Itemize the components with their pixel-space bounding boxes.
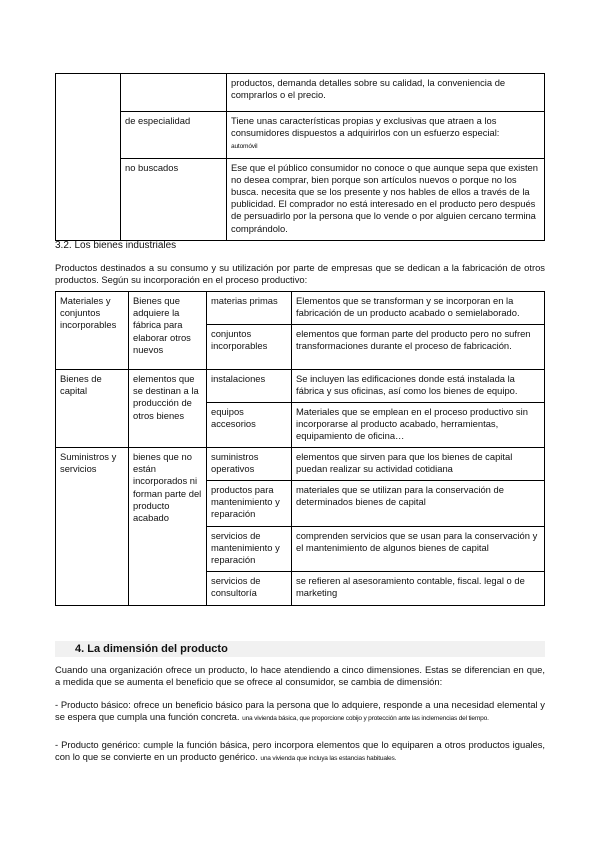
description-cell: Elementos que se transforman y se incorporan en la fabricación de un producto acabado o semielaborado. — [292, 292, 545, 325]
example-note: automóvil — [231, 143, 258, 151]
type-cell: conjuntos incorporables — [207, 325, 292, 370]
table-row — [56, 448, 545, 481]
example-note: una vivienda que incluya las estancias habituales. — [260, 755, 397, 763]
description-cell: elementos que sirven para que los bienes de capital puedan realizar su actividad cotidiana — [292, 448, 545, 481]
section-heading: 3.2. Los bienes industriales — [55, 240, 177, 251]
section-intro: Productos destinados a su consumo y su utilización por parte de empresas que se dedican a la fabricación de otros productos. Según su incorporación en el proceso productivo: — [55, 262, 545, 286]
description-cell — [227, 112, 545, 159]
group-name-cell: Bienes de capital — [56, 370, 129, 448]
dimension-item — [55, 699, 545, 725]
industrial-goods-table — [55, 291, 545, 606]
type-cell: servicios de mantenimiento y reparación — [207, 527, 292, 572]
type-cell — [121, 74, 227, 112]
dimension-text: - Producto genérico: cumple la función básica, pero incorpora elementos que lo equiparen a otros productos iguales, con lo que se convierte en un producto genérico. — [55, 739, 545, 763]
type-cell: instalaciones — [207, 370, 292, 403]
type-cell: equipos accesorios — [207, 403, 292, 448]
type-cell: materias primas — [207, 292, 292, 325]
description-cell: elementos que forman parte del producto pero no sufren transformaciones durante el proceso de fabricación. — [292, 325, 545, 370]
description-cell: Se incluyen las edificaciones donde está instalada la fábrica y sus oficinas, así como los bienes de equipo. — [292, 370, 545, 403]
description-cell: Materiales que se emplean en el proceso productivo sin incorporarse al producto acabado, herramientas, equipamiento de oficina… — [292, 403, 545, 448]
table-row — [56, 292, 545, 325]
type-cell: de especialidad — [121, 112, 227, 159]
description-cell: comprenden servicios que se usan para la conservación y el mantenimiento de algunos bienes de capital — [292, 527, 545, 572]
dimension-item — [55, 739, 545, 765]
type-cell: no buscados — [121, 158, 227, 240]
group-definition-cell: Bienes que adquiere la fábrica para elaborar otros nuevos — [129, 292, 207, 370]
section-heading: 4. La dimensión del producto — [75, 643, 228, 655]
example-note: una vivienda básica, que proporcione cobijo y protección ante las inclemencias del tiempo. — [242, 715, 489, 723]
table-row — [56, 74, 545, 112]
type-cell: suministros operativos — [207, 448, 292, 481]
description-text: Tiene unas características propias y exclusivas que atraen a los consumidores dispuestos a adquirirlos con un esfuerzo especial: — [231, 115, 500, 139]
description-cell: productos, demanda detalles sobre su calidad, la conveniencia de comprarlos o el precio. — [227, 74, 545, 112]
type-cell: servicios de consultoría — [207, 572, 292, 606]
group-name-cell: Materiales y conjuntos incorporables — [56, 292, 129, 370]
table-row — [56, 158, 545, 240]
description-cell: se refieren al asesoramiento contable, fiscal. legal o de marketing — [292, 572, 545, 606]
table-row — [56, 112, 545, 159]
description-cell: Ese que el público consumidor no conoce o que aunque sepa que existen no desea comprar, bien porque son artículos nuevos o porque no los busca. necesita que se los presente y nos hables de ellos a través de la publicidad. El comprador no está interesado en el producto pero después de persuadirlo por la persona que lo vende o por alguien cercano termina comprándolo. — [227, 158, 545, 240]
dimension-text: - Producto básico: ofrece un beneficio básico para la persona que lo adquiere, responde a una necesidad elemental y se espera que cumpla una función concreta. — [55, 699, 545, 723]
table-row — [56, 370, 545, 403]
group-name-cell: Suministros y servicios — [56, 448, 129, 606]
group-definition-cell: bienes que no están incorporados ni forman parte del producto acabado — [129, 448, 207, 606]
group-definition-cell: elementos que se destinan a la producción de otros bienes — [129, 370, 207, 448]
section-intro: Cuando una organización ofrece un producto, lo hace atendiendo a cinco dimensiones. Estas se diferencian en que, a medida que se aumenta el beneficio que se ofrece al consumidor, se cambia de dimensión: — [55, 664, 545, 688]
type-cell: productos para mantenimiento y reparación — [207, 481, 292, 527]
table-cell-empty — [56, 74, 121, 241]
product-types-table-continued — [55, 73, 545, 241]
description-cell: materiales que se utilizan para la conservación de determinados bienes de capital — [292, 481, 545, 527]
